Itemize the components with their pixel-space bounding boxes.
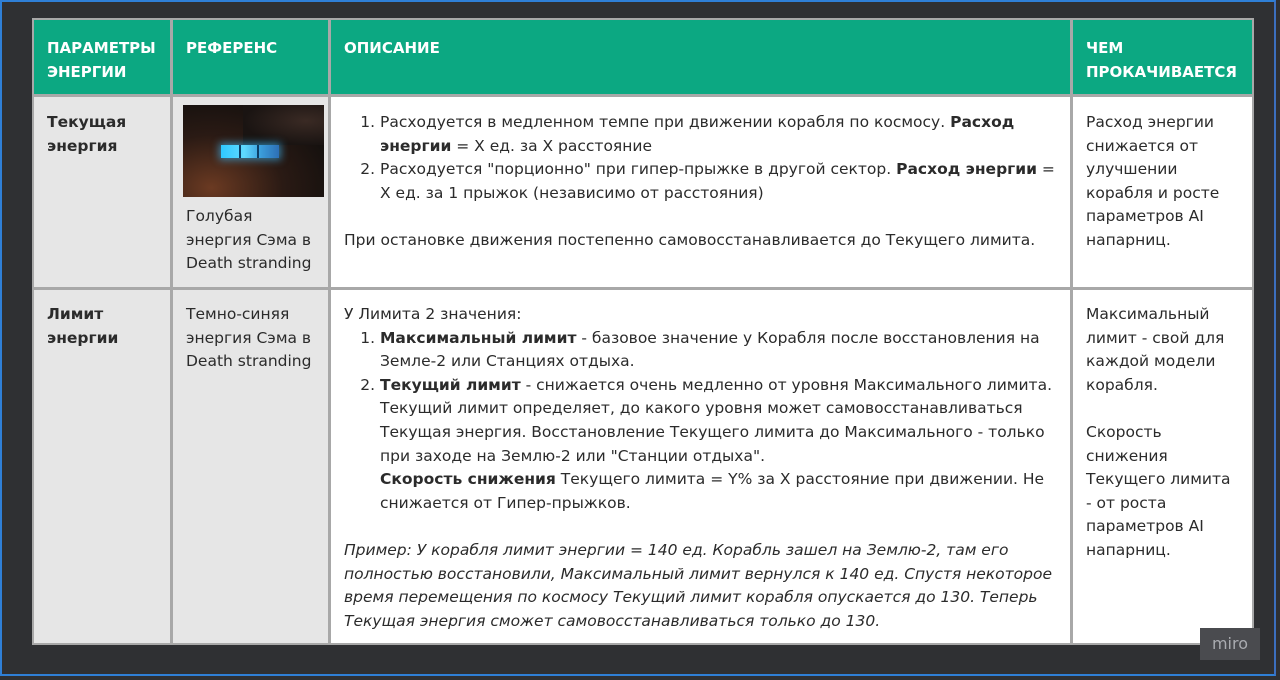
- row2-upgrade-text-2: Скорость снижения Текущего лимита - от роста параметров AI напарниц.: [1086, 422, 1231, 559]
- row2-list-item: [380, 374, 1057, 516]
- row1-item2-after: = Х ед. за 1 прыжок (независимо от расстояния): [380, 160, 1055, 202]
- row1-param-text: Текущая энергия: [47, 113, 127, 155]
- row1-upgrade-text: Расход энергии снижается от улучшении корабля и росте параметров AI напарниц.: [1086, 113, 1220, 249]
- row2-param: [34, 290, 170, 643]
- header-upgrade: [1073, 20, 1252, 94]
- row1-item1-text: Расходуется в медленном темпе при движении корабля по космосу.: [380, 113, 951, 131]
- header-upgrade-text: ЧЕМ ПРОКАЧИВАЕТСЯ: [1086, 39, 1237, 81]
- header-reference: [173, 20, 328, 94]
- row2-item2-bold2: Скорость снижения: [380, 470, 556, 489]
- miro-watermark: miro: [1200, 628, 1260, 660]
- reference-image-dark-area: [243, 105, 324, 145]
- row1-note: При остановке движения постепенно самовосстанавливается до Текущего лимита.: [344, 230, 1036, 249]
- header-description-text: ОПИСАНИЕ: [344, 39, 440, 57]
- header-reference-text: РЕФЕРЕНС: [186, 39, 278, 57]
- spacer: [1086, 397, 1239, 421]
- row1-item2-text: Расходуется "порционно" при гипер-прыжке в другой сектор.: [380, 160, 897, 179]
- row2-reference: [173, 290, 328, 643]
- spacer: [344, 515, 1057, 539]
- row1-list: [344, 111, 1057, 205]
- row2-item1-bold: Максимальный лимит: [380, 328, 577, 347]
- row2-upgrade-text-1: Максимальный лимит - свой для каждой модели корабля.: [1086, 305, 1225, 394]
- row2-param-text: Лимит энергии: [47, 305, 119, 347]
- row2-example: Пример: У корабля лимит энергии = 140 ед. Корабль зашел на Землю-2, там его полностью восстановили, Максимальный лимит вернулся к 140 ед. Спустя некоторое время перемещения по космосу Текущий лимит корабля опускается до 130. Теперь Текущая энергия сможет самовосстанавливаться только до 130.: [344, 540, 1053, 630]
- row2-intro: У Лимита 2 значения:: [344, 305, 522, 323]
- row1-param: [34, 97, 170, 287]
- spacer: [344, 205, 1057, 229]
- row1-reference-caption: Голубая энергия Сэма в Death stranding: [186, 207, 312, 273]
- row1-description: [331, 97, 1070, 287]
- row1-item2-bold: Расход энергии: [896, 160, 1037, 179]
- row2-list-item: [380, 327, 1057, 374]
- row1-upgrade: [1073, 97, 1252, 287]
- row2-upgrade: [1073, 290, 1252, 643]
- row2-item2-after: - снижается очень медленно от уровня Максимального лимита. Текущий лимит определяет, до какого уровня может самовосстанавливаться Текущая энергия. Восстановление Текущего лимита до Максимального - только при заходе на Землю-2 или "Станции отдыха".: [380, 375, 1053, 465]
- reference-image: [183, 105, 324, 197]
- header-params-text: ПАРАМЕТРЫ ЭНЕРГИИ: [47, 39, 156, 81]
- row1-reference: [173, 97, 328, 287]
- row2-reference-caption: Темно-синяя энергия Сэма в Death stranding: [186, 305, 312, 371]
- row1-list-item: [380, 158, 1057, 205]
- energy-table: [32, 18, 1254, 645]
- row2-item2-after2: Текущего лимита = Y% за Х расстояние при движении. Не снижается от Гипер-прыжков.: [380, 470, 1045, 512]
- row2-description: [331, 290, 1070, 643]
- row1-list-item: [380, 111, 1057, 158]
- header-params: [34, 20, 170, 94]
- row2-item2-bold: Текущий лимит: [380, 375, 521, 394]
- header-description: [331, 20, 1070, 94]
- blue-energy-glow: [221, 145, 279, 158]
- row1-item1-after: = Х ед. за Х расстояние: [451, 136, 652, 155]
- row2-item1-after: - базовое значение у Корабля после восстановления на Земле-2 или Станциях отдыха.: [380, 328, 1040, 371]
- row1-item1-bold: Расход энергии: [380, 113, 1015, 155]
- row2-list: [344, 327, 1057, 516]
